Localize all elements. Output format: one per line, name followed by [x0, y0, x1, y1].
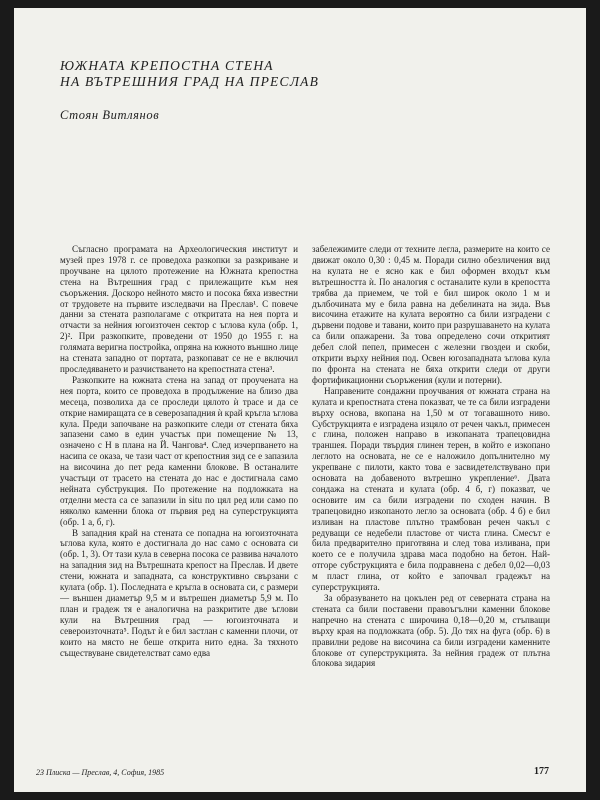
page-number: 177 [534, 766, 549, 777]
paragraph: В западния край на стената се попадна на югоизточната ъглова кула, която е достигнала до нас само с основата си (обр. 1, 3). От тази кула в северна посока се развива началото на западния зид на Вътрешната крепост на Преслав. И двете стени, южната и западната, са конструктивно свързани с кулата (обр. 1). Последната е кръгла в основата си, с размери — външен диаметър 9,5 м и вътрешен диаметър 5,9 м. По план и градеж тя е аналогична на разкритите две ъглови кули на Вътрешния град — югоизточната и североизточната⁵. Подът ѝ е бил застлан с каменни плочи, от които на място не беше открита нито една. За тяхното съществуване свидетелстват само едва [60, 527, 298, 658]
journal-page [14, 8, 586, 792]
paragraph: Разкопките на южната стена на запад от проучената на нея порта, които се проведоха в продължение на близо два месеца, позволиха да се проследи цялото ѝ трасе и да се открие намиращата се в северозападния ѝ край кръгла ъглова кула. Преди започване на разкопките следи от стената бяха запазени само в един участък при помещение № 13, означено с Н в плана на Й. Чангова⁴. След изчерпването на насипа се оказа, че тази част от крепостния зид се е запазила на височина до пет реда каменни блокове. В останалите участъци от трасето на стената до нас е достигнала само нейната субструкция. По протежение на подложката на отделни места са се запазили in situ по цял ред или само по няколко каменни блока от първия ред на суперструкцията (обр. 1 а, б, г). [60, 374, 298, 527]
article-author: Стоян Витлянов [60, 108, 160, 122]
running-head: 23 Плиска — Преслав, 4, София, 1985 [36, 768, 165, 777]
paragraph: Съгласно програмата на Археологическия институт и музей през 1978 г. се проведоха разкопки за разкриване и проучване на цялото протежение на Южната крепостна стена на Вътрешния град с прилежащите към нея съоръжения. Доскоро нейното място и посока бяха известни от трудовете на първите изследвачи на Преслав¹. С повече данни за стената разполагаме с откритата на нея порта и отчасти за нейния югоизточен сектор с ъглова кула (обр. 1, 2)². При разкопките, проведени от 1950 до 1955 г. на голямата веригна постройка, опряна на южното външно лице на стената западно от портата, разкопават се не е включил проследяването и разчистването на крепостната стена³. [60, 244, 298, 374]
right-column [312, 244, 550, 758]
page-footer [14, 766, 586, 780]
paragraph: Направените сондажни проучвания от южната страна на кулата и крепостната стена показват, че те са били изградени върху основа, вкопана на 1,50 м от тогавашното ниво. Субструкцията е изградена изцяло от речен чакъл, примесен с глина, положен направо в изкопаната трапецовидна траншея. Поради твърдия глинен терен, в който е изкопано леглото на основата, не се е наложило допълнително му укрепване с пилоти, както това е засвидетелствувано при основата на добавеното вътрешно укрепление⁶. Двата сондажа на стената и кулата (обр. 4 б, г) показват, че основите им са били изградени по сходен начин. В трапецовидно изкопаното легло за основата (обр. 4 б) е бил изливан на пластове плътно трамбован речен чакъл с редуващи се недебели пластове от чиста глина. Смесът е била предварително приготвяна и след това изливана, при което се е получила здрава маса подобно на бетон. Най-отгоре субструкцията е била подравнена с дебел 0,02—0,03 м пласт глина, от който е започвал градежът на суперструкцията. [312, 385, 550, 593]
paragraph: За образуването на цокълен ред от северната страна на стената са били поставени правоъгълни каменни блокове напречно на стената с широчина 0,18—0,20 м, стъпващи върху края на подложката (обр. 5). До тях на фуга (обр. 6) в правилни редове на височина са били изградени каменните блокове от суперструкцията. За нейния градеж от плътна блокова зидария [312, 593, 550, 669]
paragraph-continued: забележимите следи от техните легла, размерите на които се движат около 0,30 : 0,45 м. Поради силно обезличения вид на кулата не е ясно как е бил оформен входът към вътрешността ѝ. По аналогия с останалите кули в крепостта трябва да приемем, че той е бил широк около 1 м и дълбочината му е била равна на дебелината на зида. Във височина етажите на кулата вероятно са били изградени с дървени подове и тавани, които при разрушаването на кулата са били опажарени. За това определено сочи откритият дебел слой пепел, примесен с железни гвоздеи и скоби, открити върху нейния под. Освен югозападната ъглова кула по фронта на стената не бяха открити следи от други фортификационни съоръжения (кули и потерни). [312, 244, 550, 385]
body-columns [60, 244, 550, 758]
article-title [60, 58, 319, 90]
left-column [60, 244, 298, 758]
title-line-2: НА ВЪТРЕШНИЯ ГРАД НА ПРЕСЛАВ [60, 74, 320, 89]
title-line-1: ЮЖНАТА КРЕПОСТНА СТЕНА [60, 58, 274, 73]
